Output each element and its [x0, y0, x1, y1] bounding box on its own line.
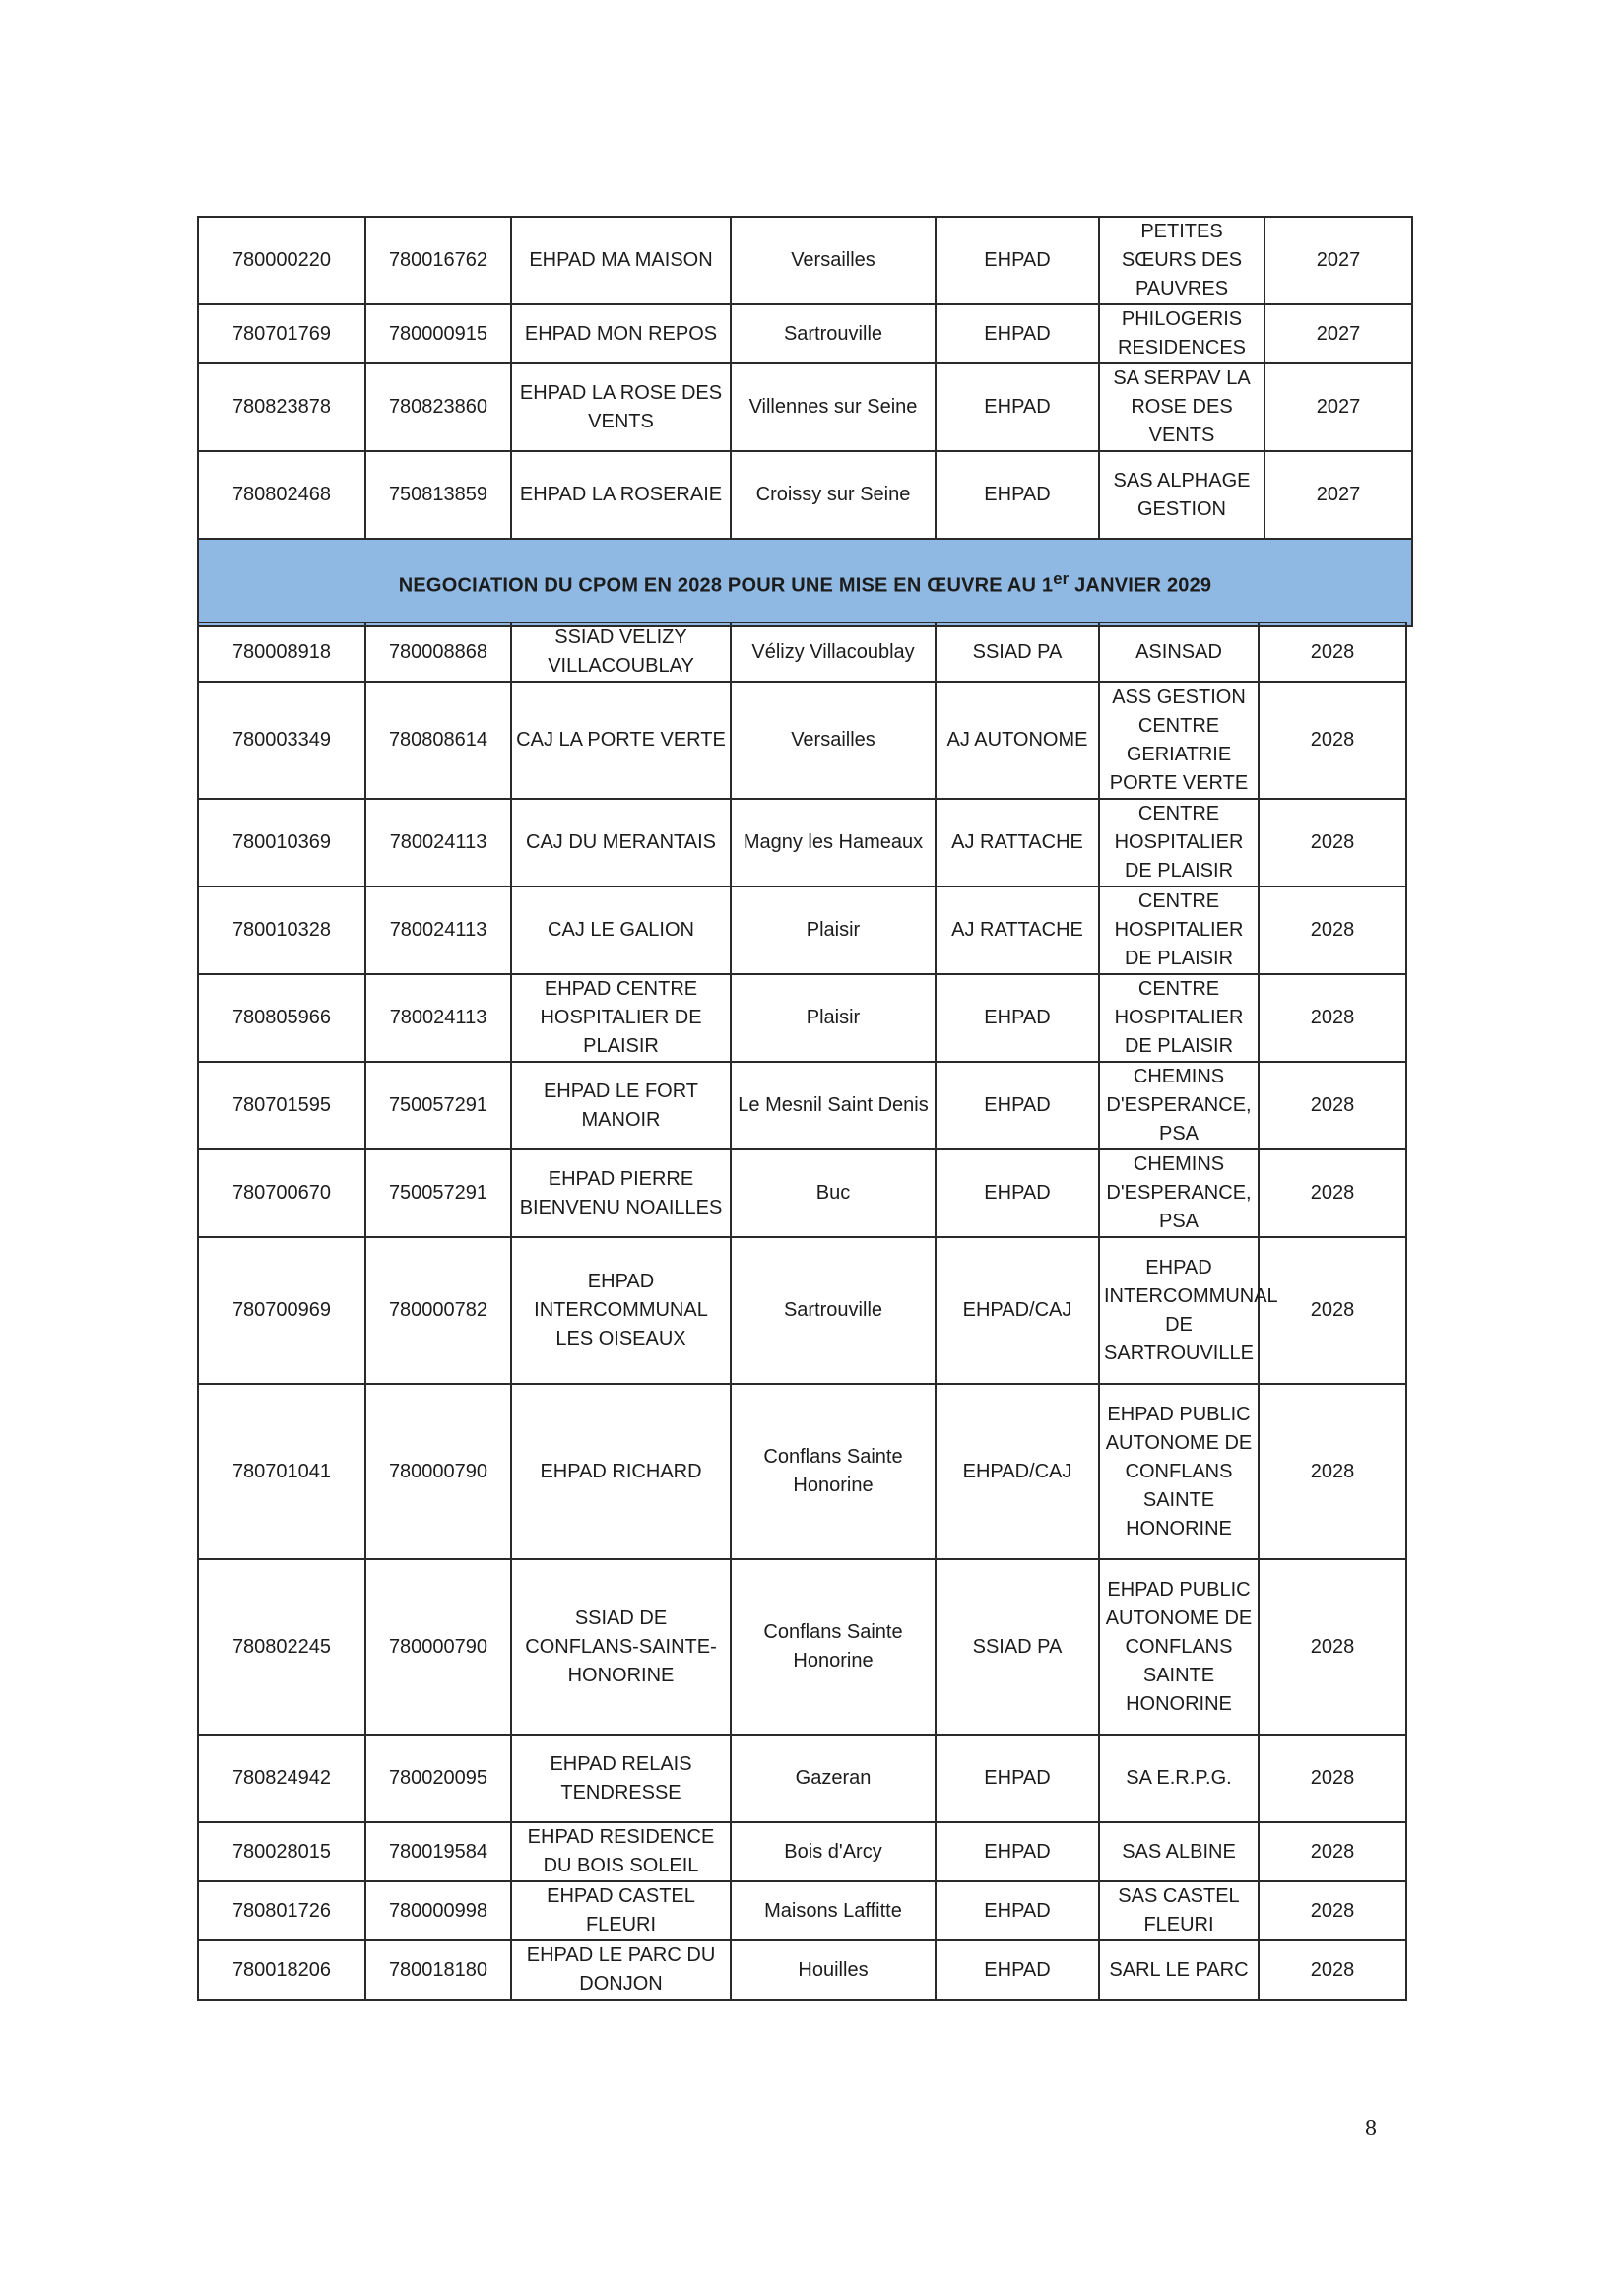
- finess-et-cell: 780000220: [198, 217, 365, 304]
- finess-ej-cell: 780000790: [365, 1384, 511, 1559]
- year-cell: 2027: [1264, 451, 1412, 539]
- year-cell: 2028: [1259, 886, 1406, 974]
- year-cell: 2028: [1259, 1735, 1406, 1822]
- table-row: [198, 1822, 1406, 1881]
- commune-cell: Versailles: [731, 217, 936, 304]
- year-cell: 2027: [1264, 217, 1412, 304]
- finess-ej-cell: 780018180: [365, 1940, 511, 2000]
- commune-cell: Vélizy Villacoublay: [731, 623, 936, 682]
- category-cell: EHPAD: [936, 974, 1099, 1062]
- manager-cell: SAS ALPHAGE GESTION: [1099, 451, 1264, 539]
- establishment-cell: EHPAD PIERRE BIENVENU NOAILLES: [511, 1149, 731, 1237]
- year-cell: 2028: [1259, 623, 1406, 682]
- page-number: 8: [1365, 2116, 1377, 2141]
- manager-cell: SA SERPAV LA ROSE DES VENTS: [1099, 363, 1264, 451]
- commune-cell: Conflans Sainte Honorine: [731, 1384, 936, 1559]
- category-cell: EHPAD: [936, 1822, 1099, 1881]
- finess-et-cell: 780010369: [198, 799, 365, 886]
- finess-et-cell: 780018206: [198, 1940, 365, 2000]
- cpom-table-2027: [197, 216, 1413, 627]
- table-row: [198, 304, 1412, 363]
- finess-ej-cell: 780019584: [365, 1822, 511, 1881]
- finess-ej-cell: 780823860: [365, 363, 511, 451]
- category-cell: AJ RATTACHE: [936, 886, 1099, 974]
- table-row: [198, 1149, 1406, 1237]
- finess-et-cell: 780701595: [198, 1062, 365, 1149]
- category-cell: EHPAD: [936, 1062, 1099, 1149]
- establishment-cell: CAJ DU MERANTAIS: [511, 799, 731, 886]
- category-cell: EHPAD: [936, 363, 1099, 451]
- establishment-cell: EHPAD CASTEL FLEURI: [511, 1881, 731, 1940]
- heading-text: NEGOCIATION DU CPOM EN 2028 POUR UNE MISE EN ŒUVRE AU 1: [398, 574, 1054, 597]
- table-row: [198, 974, 1406, 1062]
- manager-cell: CHEMINS D'ESPERANCE, PSA: [1099, 1149, 1259, 1237]
- year-cell: 2028: [1259, 1149, 1406, 1237]
- table-row: [198, 886, 1406, 974]
- finess-ej-cell: 780024113: [365, 799, 511, 886]
- manager-cell: PHILOGERIS RESIDENCES: [1099, 304, 1264, 363]
- table-row: [198, 1237, 1406, 1384]
- finess-et-cell: 780802245: [198, 1559, 365, 1735]
- manager-cell: CENTRE HOSPITALIER DE PLAISIR: [1099, 974, 1259, 1062]
- establishment-cell: EHPAD LE PARC DU DONJON: [511, 1940, 731, 2000]
- finess-et-cell: 780700670: [198, 1149, 365, 1237]
- finess-ej-cell: 780016762: [365, 217, 511, 304]
- heading-text-end: JANVIER 2029: [1069, 574, 1212, 597]
- manager-cell: SAS CASTEL FLEURI: [1099, 1881, 1259, 1940]
- establishment-cell: EHPAD MA MAISON: [511, 217, 731, 304]
- table-row: [198, 1735, 1406, 1822]
- finess-et-cell: 780010328: [198, 886, 365, 974]
- establishment-cell: EHPAD RELAIS TENDRESSE: [511, 1735, 731, 1822]
- manager-cell: ASINSAD: [1099, 623, 1259, 682]
- category-cell: EHPAD: [936, 304, 1099, 363]
- commune-cell: Gazeran: [731, 1735, 936, 1822]
- finess-et-cell: 780700969: [198, 1237, 365, 1384]
- table-row: [198, 623, 1406, 682]
- manager-cell: PETITES SŒURS DES PAUVRES: [1099, 217, 1264, 304]
- manager-cell: CENTRE HOSPITALIER DE PLAISIR: [1099, 886, 1259, 974]
- commune-cell: Bois d'Arcy: [731, 1822, 936, 1881]
- commune-cell: Croissy sur Seine: [731, 451, 936, 539]
- finess-et-cell: 780824942: [198, 1735, 365, 1822]
- establishment-cell: EHPAD RICHARD: [511, 1384, 731, 1559]
- category-cell: EHPAD: [936, 451, 1099, 539]
- finess-ej-cell: 750057291: [365, 1149, 511, 1237]
- finess-ej-cell: 780000915: [365, 304, 511, 363]
- manager-cell: SARL LE PARC: [1099, 1940, 1259, 2000]
- table-row: [198, 217, 1412, 304]
- commune-cell: Houilles: [731, 1940, 936, 2000]
- finess-ej-cell: 780000782: [365, 1237, 511, 1384]
- manager-cell: SAS ALBINE: [1099, 1822, 1259, 1881]
- year-cell: 2028: [1259, 1822, 1406, 1881]
- category-cell: EHPAD: [936, 1735, 1099, 1822]
- commune-cell: Plaisir: [731, 886, 936, 974]
- manager-cell: EHPAD PUBLIC AUTONOME DE CONFLANS SAINTE HONORINE: [1099, 1384, 1259, 1559]
- finess-et-cell: 780003349: [198, 682, 365, 799]
- year-cell: 2028: [1259, 1881, 1406, 1940]
- year-cell: 2028: [1259, 799, 1406, 886]
- category-cell: EHPAD: [936, 1881, 1099, 1940]
- year-cell: 2028: [1259, 1062, 1406, 1149]
- section-heading-row: [198, 539, 1412, 626]
- establishment-cell: CAJ LA PORTE VERTE: [511, 682, 731, 799]
- category-cell: AJ RATTACHE: [936, 799, 1099, 886]
- finess-et-cell: 780823878: [198, 363, 365, 451]
- finess-et-cell: 780805966: [198, 974, 365, 1062]
- manager-cell: CHEMINS D'ESPERANCE, PSA: [1099, 1062, 1259, 1149]
- manager-cell: ASS GESTION CENTRE GERIATRIE PORTE VERTE: [1099, 682, 1259, 799]
- category-cell: SSIAD PA: [936, 1559, 1099, 1735]
- establishment-cell: SSIAD DE CONFLANS-SAINTE-HONORINE: [511, 1559, 731, 1735]
- finess-ej-cell: 750057291: [365, 1062, 511, 1149]
- year-cell: 2028: [1259, 1559, 1406, 1735]
- finess-ej-cell: 780808614: [365, 682, 511, 799]
- establishment-cell: EHPAD RESIDENCE DU BOIS SOLEIL: [511, 1822, 731, 1881]
- table-row: [198, 1559, 1406, 1735]
- commune-cell: Magny les Hameaux: [731, 799, 936, 886]
- commune-cell: Villennes sur Seine: [731, 363, 936, 451]
- category-cell: EHPAD/CAJ: [936, 1384, 1099, 1559]
- commune-cell: Le Mesnil Saint Denis: [731, 1062, 936, 1149]
- table-row: [198, 682, 1406, 799]
- year-cell: 2028: [1259, 1384, 1406, 1559]
- establishment-cell: CAJ LE GALION: [511, 886, 731, 974]
- table-row: [198, 1940, 1406, 2000]
- establishment-cell: EHPAD LA ROSE DES VENTS: [511, 363, 731, 451]
- finess-ej-cell: 780024113: [365, 974, 511, 1062]
- establishment-cell: EHPAD CENTRE HOSPITALIER DE PLAISIR: [511, 974, 731, 1062]
- finess-et-cell: 780701041: [198, 1384, 365, 1559]
- section-heading: [198, 539, 1412, 626]
- category-cell: EHPAD: [936, 1940, 1099, 2000]
- heading-superscript: er: [1053, 569, 1070, 589]
- commune-cell: Plaisir: [731, 974, 936, 1062]
- finess-ej-cell: 780000998: [365, 1881, 511, 1940]
- finess-et-cell: 780801726: [198, 1881, 365, 1940]
- commune-cell: Buc: [731, 1149, 936, 1237]
- finess-ej-cell: 780000790: [365, 1559, 511, 1735]
- year-cell: 2027: [1264, 363, 1412, 451]
- category-cell: EHPAD: [936, 217, 1099, 304]
- cpom-table-2028: [197, 622, 1407, 2001]
- finess-ej-cell: 780020095: [365, 1735, 511, 1822]
- year-cell: 2028: [1259, 974, 1406, 1062]
- finess-ej-cell: 780008868: [365, 623, 511, 682]
- category-cell: EHPAD: [936, 1149, 1099, 1237]
- finess-ej-cell: 780024113: [365, 886, 511, 974]
- manager-cell: SA E.R.P.G.: [1099, 1735, 1259, 1822]
- establishment-cell: SSIAD VELIZY VILLACOUBLAY: [511, 623, 731, 682]
- establishment-cell: EHPAD LA ROSERAIE: [511, 451, 731, 539]
- establishment-cell: EHPAD MON REPOS: [511, 304, 731, 363]
- table-row: [198, 451, 1412, 539]
- table-row: [198, 1384, 1406, 1559]
- manager-cell: EHPAD INTERCOMMUNAL DE SARTROUVILLE: [1099, 1237, 1259, 1384]
- commune-cell: Sartrouville: [731, 1237, 936, 1384]
- commune-cell: Maisons Laffitte: [731, 1881, 936, 1940]
- commune-cell: Conflans Sainte Honorine: [731, 1559, 936, 1735]
- finess-et-cell: 780008918: [198, 623, 365, 682]
- year-cell: 2028: [1259, 1237, 1406, 1384]
- commune-cell: Versailles: [731, 682, 936, 799]
- finess-et-cell: 780802468: [198, 451, 365, 539]
- commune-cell: Sartrouville: [731, 304, 936, 363]
- establishment-cell: EHPAD LE FORT MANOIR: [511, 1062, 731, 1149]
- category-cell: SSIAD PA: [936, 623, 1099, 682]
- category-cell: AJ AUTONOME: [936, 682, 1099, 799]
- category-cell: EHPAD/CAJ: [936, 1237, 1099, 1384]
- year-cell: 2027: [1264, 304, 1412, 363]
- manager-cell: CENTRE HOSPITALIER DE PLAISIR: [1099, 799, 1259, 886]
- table-row: [198, 363, 1412, 451]
- table-row: [198, 1062, 1406, 1149]
- finess-et-cell: 780701769: [198, 304, 365, 363]
- finess-ej-cell: 750813859: [365, 451, 511, 539]
- finess-et-cell: 780028015: [198, 1822, 365, 1881]
- table-row: [198, 1881, 1406, 1940]
- establishment-cell: EHPAD INTERCOMMUNAL LES OISEAUX: [511, 1237, 731, 1384]
- table-row: [198, 799, 1406, 886]
- year-cell: 2028: [1259, 1940, 1406, 2000]
- manager-cell: EHPAD PUBLIC AUTONOME DE CONFLANS SAINTE HONORINE: [1099, 1559, 1259, 1735]
- year-cell: 2028: [1259, 682, 1406, 799]
